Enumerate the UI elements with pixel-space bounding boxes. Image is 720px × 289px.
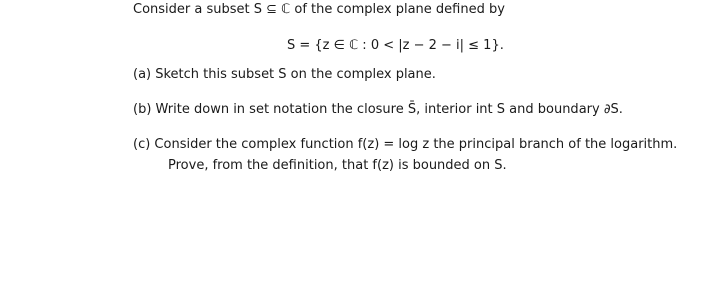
part-c-text-line-1: (c) Consider the complex function f(z) = log z the principal branch of the logarithm. [133,137,678,152]
part-a-text: (a) Sketch this subset S on the complex plane. [133,67,436,82]
part-b-text: (b) Write down in set notation the closure S̄, interior int S and boundary ∂S. [133,102,623,117]
part-c-text-line-2: Prove, from the definition, that f(z) is bounded on S. [168,158,507,173]
problem-intro: Consider a subset S ⊆ ℂ of the complex plane defined by [133,2,505,17]
set-definition-formula: S = {z ∈ ℂ : 0 < |z − 2 − i| ≤ 1}. [287,38,504,53]
